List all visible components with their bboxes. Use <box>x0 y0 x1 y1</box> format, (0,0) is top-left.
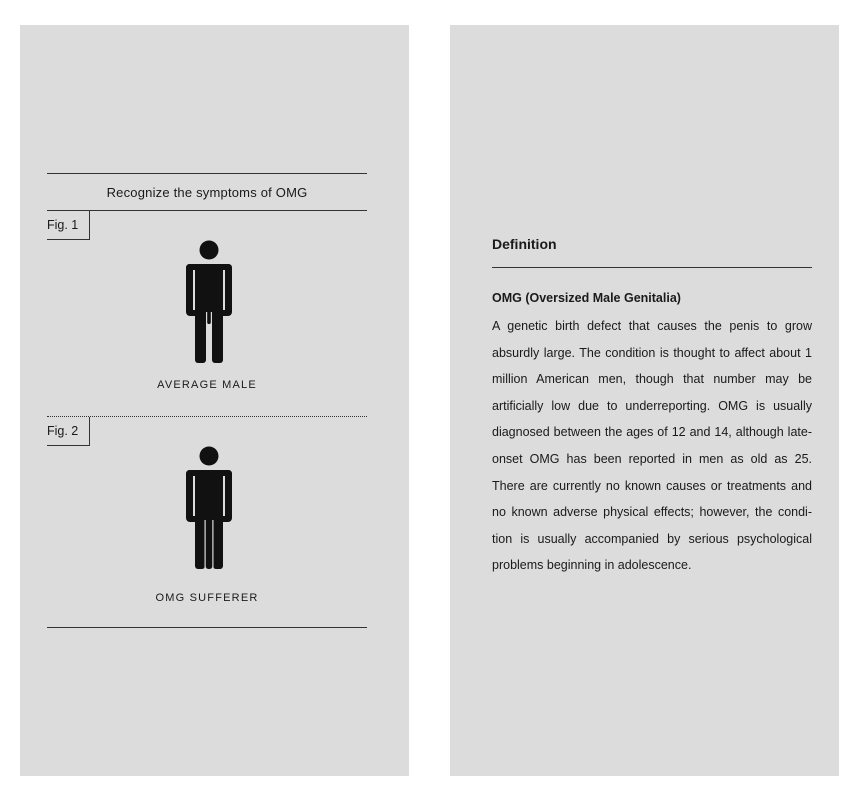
dotted-divider <box>47 416 367 417</box>
definition-panel <box>450 25 839 776</box>
definition-rule <box>492 267 812 268</box>
definition-title: Definition <box>492 236 557 252</box>
fig-1-tab: Fig. 1 <box>47 211 90 240</box>
bottom-rule <box>47 627 367 628</box>
average-male-icon <box>184 240 234 364</box>
fig-1-caption: AVERAGE MALE <box>157 379 257 391</box>
fig-2-tab: Fig. 2 <box>47 417 90 446</box>
term-heading: OMG (Oversized Male Genitalia) <box>492 291 681 305</box>
definition-body: A genetic birth defect that causes the penis to grow absurdly large. The condition is thought to affect about 1 million American men, though that number may be artificially low due to underreporting. OMG is usually diagnosed between the ages of 12 and 14, although late-onset OMG has been reported in men as old as 25. There are currently no known causes or treatments and no known adverse physical effects; however, the condition is usually accompanied by serious psychological problems beginning in adolescence. <box>492 319 812 573</box>
top-rule <box>47 173 367 174</box>
omg-sufferer-icon <box>184 446 234 570</box>
heading-rule <box>47 210 367 211</box>
fig-2-caption: OMG SUFFERER <box>155 592 259 604</box>
figure-panel <box>20 25 409 776</box>
panel-heading: Recognize the symptoms of OMG <box>106 185 308 200</box>
